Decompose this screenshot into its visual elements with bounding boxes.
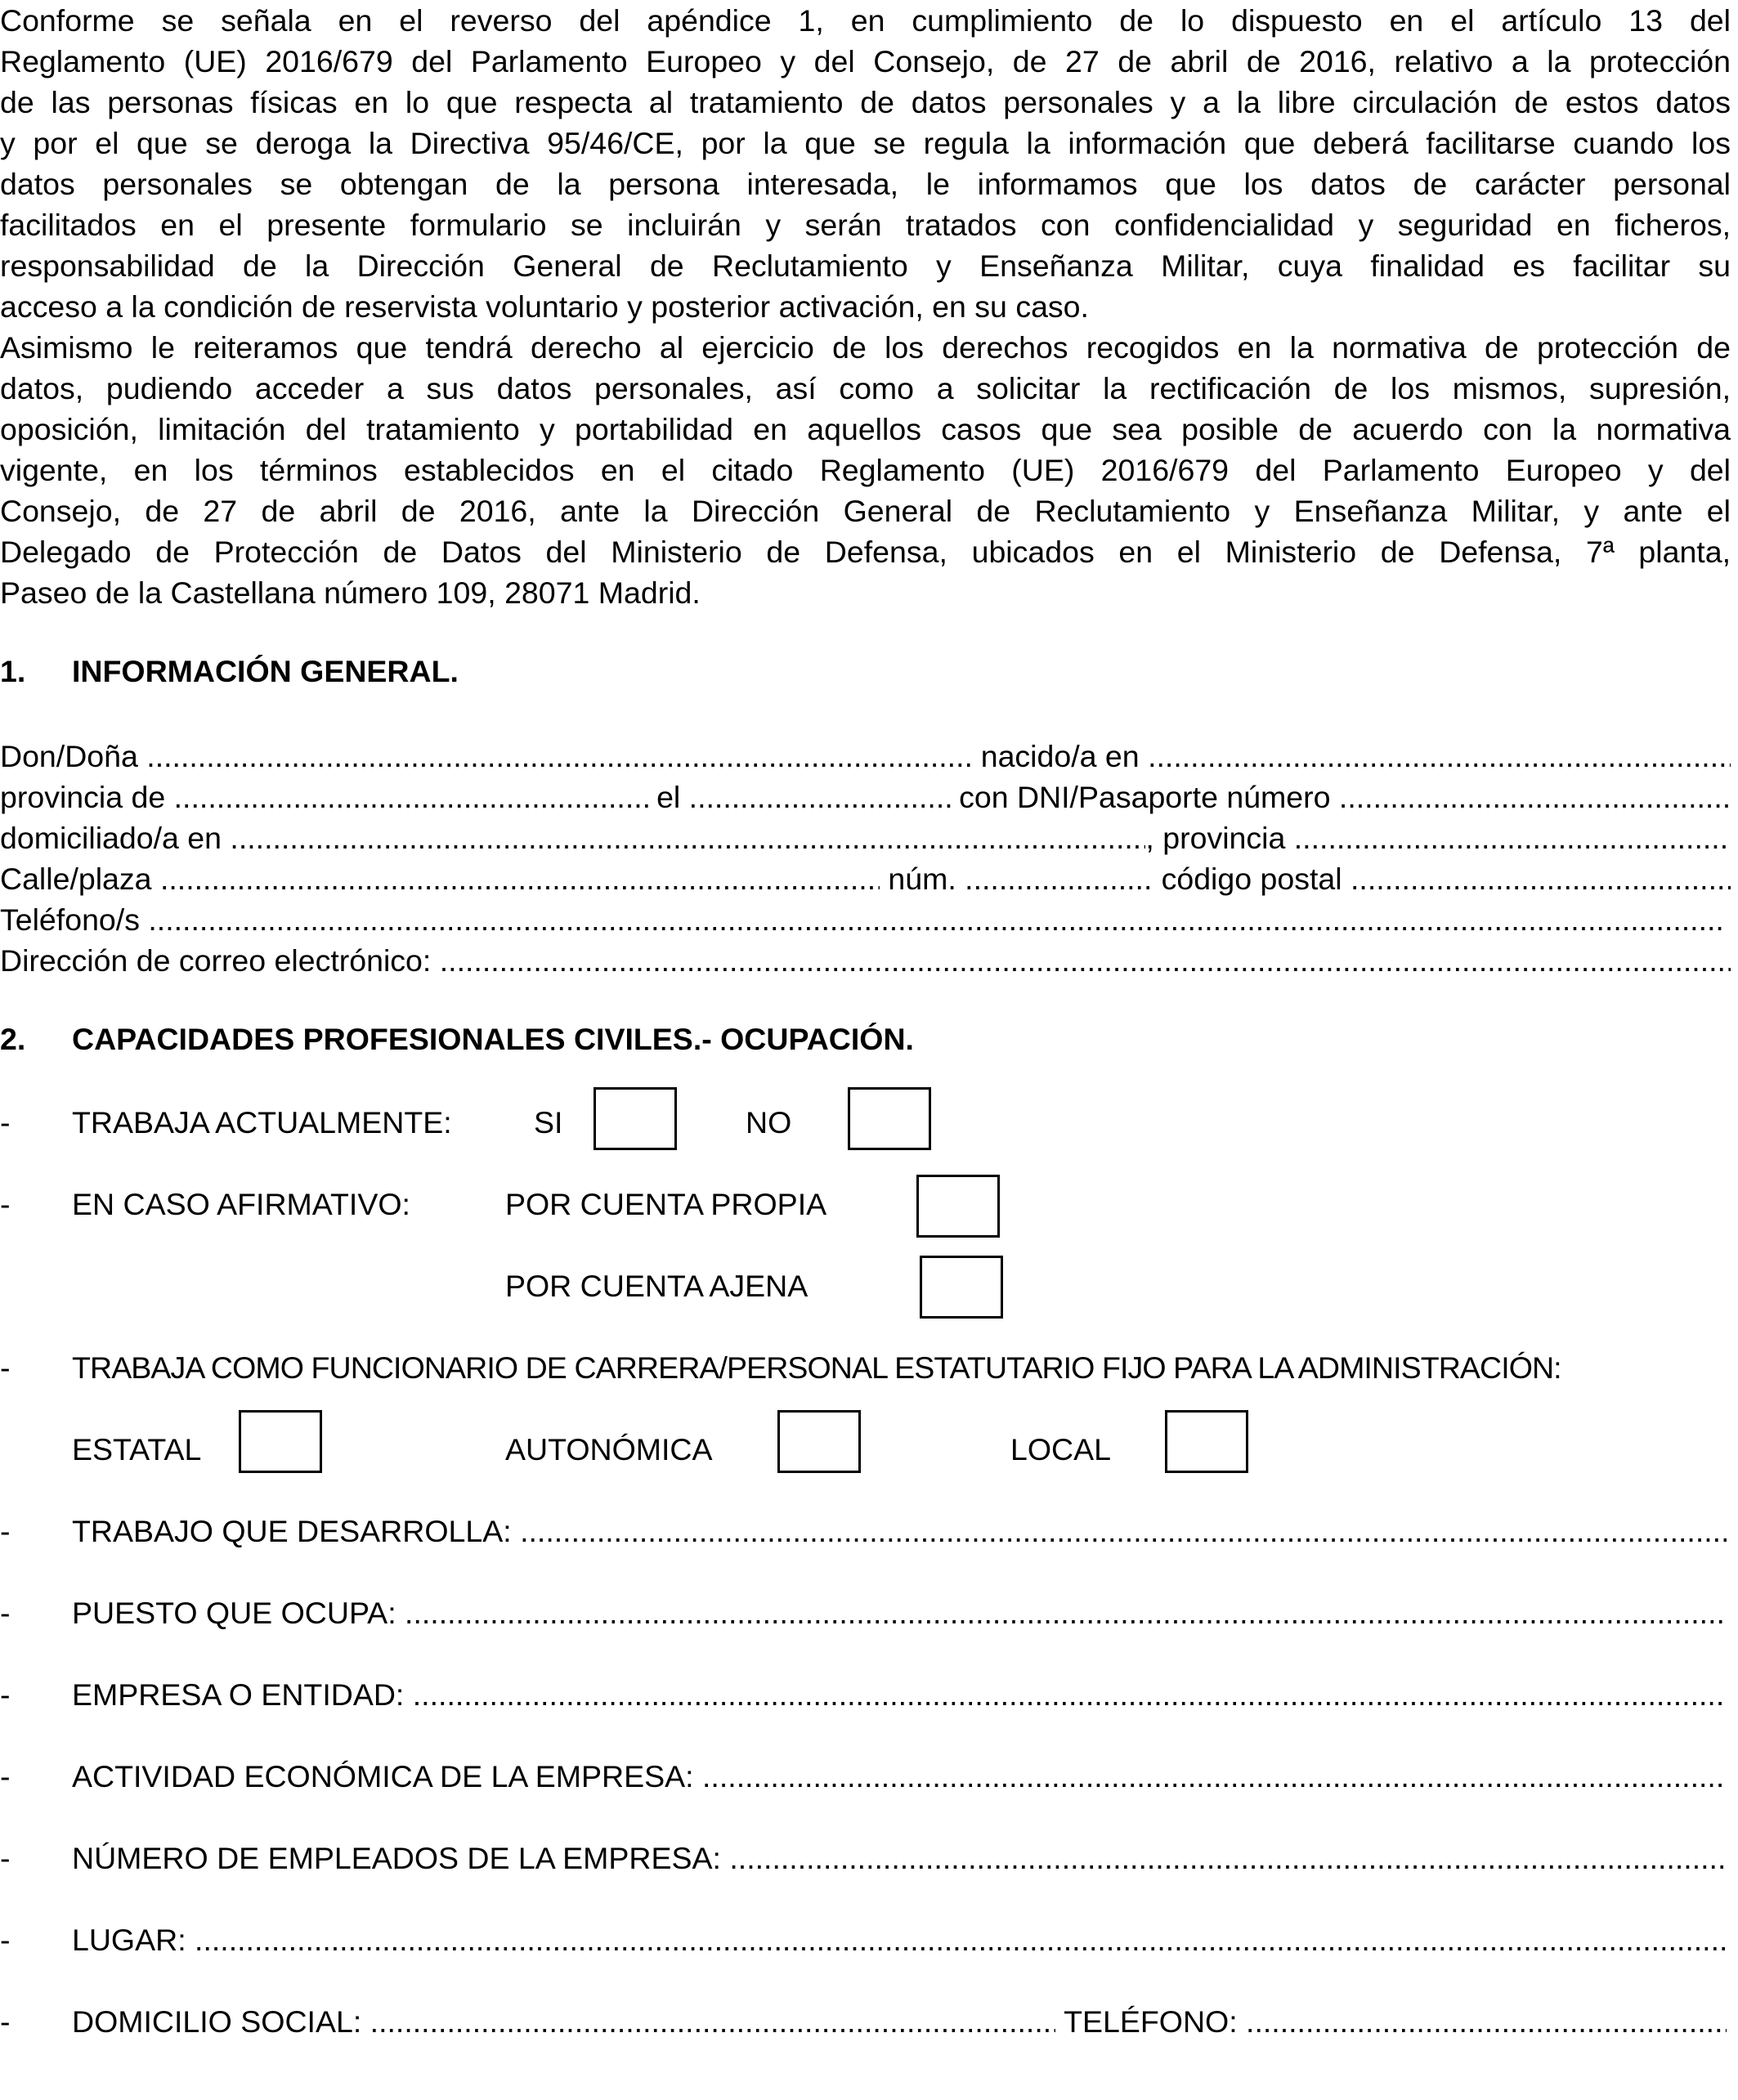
job-row xyxy=(72,1511,1727,1551)
bullet-dash: - xyxy=(0,1759,11,1793)
place-label: LUGAR: xyxy=(72,1923,186,1957)
no-label: NO xyxy=(746,1105,792,1140)
street-field[interactable] xyxy=(160,858,880,899)
paragraph-line: vigente, en los términos establecidos en el citado Reglamento (UE) 2016/679 del Parlamento Europeo y del xyxy=(0,453,1731,487)
no-checkbox[interactable] xyxy=(848,1087,931,1150)
bullet-dash: - xyxy=(0,1596,11,1630)
state-label: ESTATAL xyxy=(72,1432,202,1466)
state-checkbox[interactable] xyxy=(239,1410,322,1473)
paragraph-line: Consejo, de 27 de abril de 2016, ante la Dirección General de Reclutamiento y Enseñanza Militar, y ante el xyxy=(0,494,1731,528)
employee-label: POR CUENTA AJENA xyxy=(505,1269,809,1303)
name-field[interactable] xyxy=(146,736,972,777)
dni-field[interactable] xyxy=(1339,777,1731,817)
registered-office-label: DOMICILIO SOCIAL: xyxy=(72,2004,362,2039)
job-label: TRABAJO QUE DESARROLLA: xyxy=(72,1514,512,1548)
date-label: el xyxy=(656,780,681,814)
paragraph-line: datos, pudiendo acceder a sus datos personales, así como a solicitar la rectificación de los mismos, supresión, xyxy=(0,371,1731,405)
section-title: CAPACIDADES PROFESIONALES CIVILES.- OCUPACIÓN. xyxy=(72,1022,914,1056)
place-row xyxy=(72,1919,1727,1960)
section-number: 1. xyxy=(0,654,26,688)
company-label: EMPRESA O ENTIDAD: xyxy=(72,1677,405,1712)
province-field[interactable] xyxy=(174,777,648,817)
paragraph-line: oposición, limitación del tratamiento y portabilidad en aquellos casos que sea posible de acuerdo con la normativa xyxy=(0,412,1731,446)
company-phone-label: TELÉFONO: xyxy=(1064,2004,1238,2039)
phone-row xyxy=(0,899,1723,940)
section-number: 2. xyxy=(0,1022,26,1056)
bullet-dash: - xyxy=(0,1105,11,1140)
address-province-label: , provincia xyxy=(1145,821,1286,855)
bullet-dash: - xyxy=(0,1187,11,1221)
name-birthplace-row xyxy=(0,736,1731,777)
activity-label: ACTIVIDAD ECONÓMICA DE LA EMPRESA: xyxy=(72,1759,694,1793)
employee-checkbox[interactable] xyxy=(920,1256,1003,1319)
bullet-dash: - xyxy=(0,1841,11,1875)
paragraph-line: datos personales se obtengan de la persona interesada, le informamos que los datos de carácter personal xyxy=(0,167,1731,201)
paragraph-line: Delegado de Protección de Datos del Ministerio de Defensa, ubicados en el Ministerio de Defensa, 7ª planta, xyxy=(0,535,1731,569)
works-currently-label: TRABAJA ACTUALMENTE: xyxy=(72,1105,452,1140)
self-employed-checkbox[interactable] xyxy=(916,1175,1000,1238)
place-field[interactable] xyxy=(195,1919,1727,1960)
number-field[interactable] xyxy=(965,858,1153,899)
position-label: PUESTO QUE OCUPA: xyxy=(72,1596,396,1630)
paragraph-line: Asimismo le reiteramos que tendrá derecho al ejercicio de los derechos recogidos en la normativa de protección de xyxy=(0,330,1731,365)
regional-label: AUTONÓMICA xyxy=(505,1432,713,1466)
date-field[interactable] xyxy=(689,777,951,817)
street-row xyxy=(0,858,1731,899)
paragraph-line: Paseo de la Castellana número 109, 28071 Madrid. xyxy=(0,575,701,610)
company-row xyxy=(72,1674,1727,1715)
yes-label: SI xyxy=(534,1105,563,1140)
bullet-dash: - xyxy=(0,1923,11,1957)
regional-checkbox[interactable] xyxy=(777,1410,861,1473)
self-employed-label: POR CUENTA PROPIA xyxy=(505,1187,827,1221)
activity-field[interactable] xyxy=(702,1756,1727,1797)
province-date-dni-row xyxy=(0,777,1731,817)
phone-field[interactable] xyxy=(148,899,1723,940)
registered-office-row xyxy=(72,2001,1727,2042)
yes-checkbox[interactable] xyxy=(594,1087,677,1150)
name-label: Don/Doña xyxy=(0,739,138,773)
address-province-field[interactable] xyxy=(1294,817,1731,858)
domicile-field[interactable] xyxy=(230,817,1145,858)
bullet-dash: - xyxy=(0,1514,11,1548)
job-field[interactable] xyxy=(520,1511,1727,1551)
bullet-dash: - xyxy=(0,2004,11,2039)
paragraph-line: responsabilidad de la Dirección General de Reclutamiento y Enseñanza Militar, cuya finalidad es facilitar su xyxy=(0,249,1731,283)
domicile-label: domiciliado/a en xyxy=(0,821,222,855)
postal-code-label: código postal xyxy=(1161,862,1342,896)
activity-row xyxy=(72,1756,1727,1797)
paragraph-line: Reglamento (UE) 2016/679 del Parlamento Europeo y del Consejo, de 27 de abril de 2016, relativo a la protección xyxy=(0,44,1731,78)
if-affirmative-label: EN CASO AFIRMATIVO: xyxy=(72,1187,410,1221)
local-checkbox[interactable] xyxy=(1165,1410,1248,1473)
employees-label: NÚMERO DE EMPLEADOS DE LA EMPRESA: xyxy=(72,1841,721,1875)
email-row xyxy=(0,940,1731,981)
paragraph-line: de las personas físicas en lo que respecta al tratamiento de datos personales y a la libre circulación de estos datos xyxy=(0,85,1731,119)
paragraph-line: facilitados en el presente formulario se incluirán y serán tratados con confidencialidad y seguridad en ficheros, xyxy=(0,208,1731,242)
registered-office-field[interactable] xyxy=(370,2001,1055,2042)
birthplace-field[interactable] xyxy=(1148,736,1731,777)
paragraph-line: acceso a la condición de reservista voluntario y posterior activación, en su caso. xyxy=(0,289,1089,324)
position-field[interactable] xyxy=(405,1592,1727,1633)
dni-label: con DNI/Pasaporte número xyxy=(959,780,1331,814)
company-phone-field[interactable] xyxy=(1246,2001,1727,2042)
email-label: Dirección de correo electrónico: xyxy=(0,943,432,978)
employees-field[interactable] xyxy=(729,1838,1727,1878)
civil-servant-label: TRABAJA COMO FUNCIONARIO DE CARRERA/PERSONAL ESTATUTARIO FIJO PARA LA ADMINISTRACIÓN: xyxy=(72,1350,1561,1385)
email-field[interactable] xyxy=(440,940,1731,981)
employees-row xyxy=(72,1838,1727,1878)
privacy-paragraph-1 xyxy=(0,0,1731,327)
paragraph-line: y por el que se deroga la Directiva 95/46/CE, por la que se regula la información que deberá facilitarse cuando los xyxy=(0,126,1731,160)
position-row xyxy=(72,1592,1727,1633)
bullet-dash: - xyxy=(0,1350,11,1385)
street-label: Calle/plaza xyxy=(0,862,152,896)
local-label: LOCAL xyxy=(1010,1432,1111,1466)
paragraph-line: Conforme se señala en el reverso del apéndice 1, en cumplimiento de lo dispuesto en el artículo 13 del xyxy=(0,3,1731,38)
section-title: INFORMACIÓN GENERAL. xyxy=(72,654,459,688)
birthplace-label: nacido/a en xyxy=(980,739,1140,773)
privacy-paragraph-2 xyxy=(0,327,1731,613)
phone-label: Teléfono/s xyxy=(0,902,140,937)
province-label: provincia de xyxy=(0,780,166,814)
number-label: núm. xyxy=(888,862,956,896)
bullet-dash: - xyxy=(0,1677,11,1712)
postal-code-field[interactable] xyxy=(1351,858,1731,899)
address-row xyxy=(0,817,1731,858)
company-field[interactable] xyxy=(413,1674,1727,1715)
